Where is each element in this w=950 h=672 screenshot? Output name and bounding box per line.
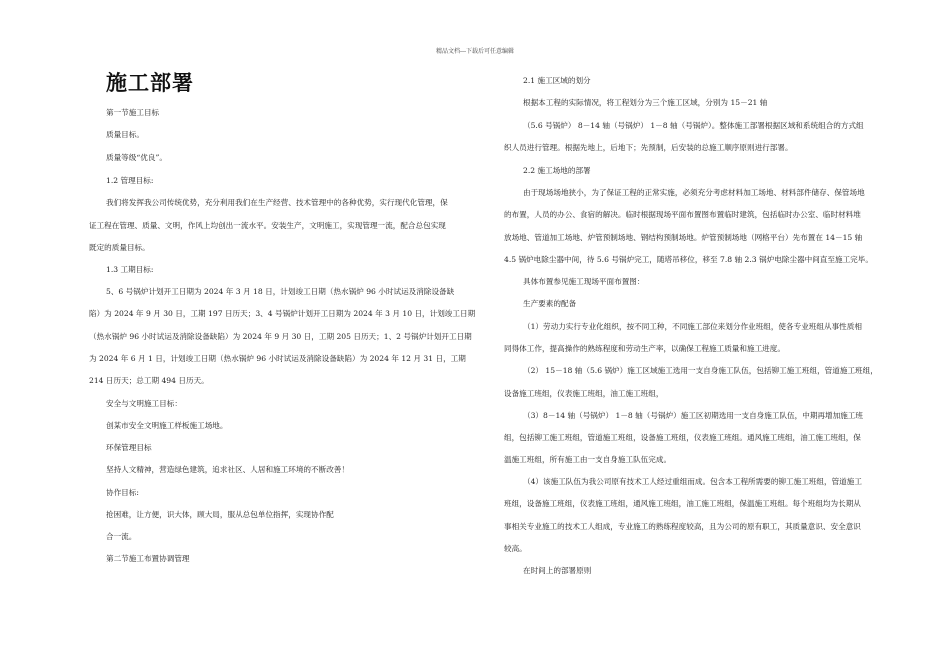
paragraph-line: 放场地、管道加工场地、炉管预制场地、钢结构预制场地。炉管预制场地（网格平台）先布置在 14－15 轴: [504, 233, 863, 242]
subsection-heading: 2.1 施工区域的划分: [523, 76, 591, 85]
paragraph-line: 安全与文明施工目标：: [106, 399, 182, 408]
paragraph-line: 证工程在管理、质量、文明，作风上均创出一流水平。安装生产，文明施工，实现管理一流，配合总包实现: [89, 221, 446, 230]
paragraph-line: 组，包括铆工施工班组，管道施工班组，设备施工班组，仪表施工班组。通风施工班组，油工施工班组，保: [504, 433, 861, 442]
paragraph-line: 创某市安全文明施工样板施工场地。: [106, 421, 228, 430]
paragraph-line: （5.6 号锅炉） 8－14 轴（号锅炉） 1－8 轴（号锅炉）。整体施工部署根据区域和系统组合的方式组: [523, 121, 864, 130]
subsection-heading: 2.2 施工场地的部署: [523, 166, 591, 175]
paragraph-line: （3）8－14 轴（号锅炉） 1－8 轴（号锅炉）施工区初期选用一支自身施工队伍，中期再增加施工班: [523, 411, 863, 420]
section-heading: 第一节施工目标: [106, 108, 160, 117]
paragraph-line: 的布置，人员的办公、食宿的解决。临时根据现场平面布置图布置临时建筑，包括临时办公室、临时材料堆: [504, 210, 861, 219]
paragraph-line: （1）劳动力实行专业化组织，按不同工种，不同施工部位来划分作业班组，使各专业班组从事性质相: [523, 322, 862, 331]
paragraph-line: 班组，设备施工班组，仪表施工班组，通风施工班组，油工施工班组，保温施工班组。每个班组均为长期从: [504, 499, 861, 508]
paragraph-line: 坚持人文精神，营造绿色建筑，追求社区、人居和施工环境的不断改善！: [106, 465, 349, 474]
subsection-heading: 1.3 工期目标:: [106, 265, 154, 274]
paragraph-line: 214 日历天；总工期 494 日历天。: [89, 376, 209, 385]
paragraph-line: 5、6 号锅炉计划开工日期为 2024 年 3 月 18 日，计划竣工日期（热水锅炉 96 小时试运及消除设备缺: [106, 287, 455, 296]
subsection-heading: 1.2 管理目标:: [106, 176, 154, 185]
header-note: 精品文档---下载后可任意编辑: [435, 48, 515, 55]
paragraph-line: 质量等级“优良”。: [106, 153, 167, 162]
paragraph-line: 较高。: [504, 544, 527, 553]
paragraph-line: 4.5 锅炉电除尘器中间，待 5.6 号锅炉完工，随塔吊移位，移至 7.8 轴 2.3 锅炉电除尘器中间直至施工完毕。: [504, 255, 873, 264]
paragraph-line: 陷）为 2024 年 9 月 30 日，工期 197 日历天；3、4 号锅炉计划开工日期为 2024 年 3 月 10 日，计划竣工日期: [89, 309, 476, 318]
section-heading: 第二节施工布置协调管理: [106, 554, 190, 563]
paragraph-line: 由于现场场地狭小，为了保证工程的正常实施，必须充分考虑材料加工场地、材料部件储存、保管场地: [523, 188, 865, 197]
paragraph-line: 设备施工班组，仪表施工班组，油工施工班组，: [504, 389, 664, 398]
section-heading: 生产要素的配备: [523, 299, 577, 308]
paragraph-line: 合一流。: [106, 532, 137, 541]
paragraph-line: （2） 15－18 轴（5.6 锅炉）施工区域施工选用一支自身施工队伍，包括铆工施工班组，管道施工班组，: [523, 366, 878, 375]
paragraph-line: （热水锅炉 96 小时试运及消除设备缺陷）为 2024 年 9 月 30 日，工期 205 日历天；1、2 号锅炉计划开工日期: [89, 332, 472, 341]
paragraph-line: 抢困难，让方便，识大体，顾大局，服从总包单位指挥，实现协作配: [106, 510, 334, 519]
paragraph-line: 我们将发挥我公司传统优势，充分利用我们在生产经营、技术管理中的各种优势，实行现代化管理，保: [106, 198, 448, 207]
paragraph-line: 既定的质量目标。: [89, 243, 150, 252]
section-heading: 在时间上的部署原则: [523, 566, 592, 575]
paragraph-line: 质量目标。: [106, 130, 144, 139]
paragraph-line: 织人员进行管理。根据先地上，后地下；先预制，后安装的总施工顺序原则进行部署。: [504, 143, 793, 152]
paragraph-line: 温施工班组，所有施工由一支自身施工队伍完成。: [504, 455, 672, 464]
paragraph-line: 根据本工程的实际情况，将工程划分为三个施工区域，分别为 15－21 轴: [523, 98, 768, 107]
paragraph-line: 具体布置参见施工现场平面布置图：: [523, 277, 645, 286]
paragraph-line: 环保管理目标: [106, 443, 152, 452]
paragraph-line: 同得体工作，提高操作的熟练程度和劳动生产率，以确保工程施工质量和施工进度。: [504, 344, 785, 353]
paragraph-line: 事相关专业施工的技术工人组成，专业施工的熟练程度较高，且为公司的原有职工，其质量意识、安全意识: [504, 522, 861, 531]
paragraph-line: （4）该施工队伍为我公司原有技术工人经过重组而成。包含本工程所需要的铆工施工班组，管道施工: [523, 477, 862, 486]
paragraph-line: 协作目标:: [106, 488, 139, 497]
page-title: 施工部署: [106, 70, 194, 95]
paragraph-line: 为 2024 年 6 月 1 日，计划竣工日期（热水锅炉 96 小时试运及消除设备缺陷）为 2024 年 12 月 31 日，工期: [89, 354, 466, 363]
